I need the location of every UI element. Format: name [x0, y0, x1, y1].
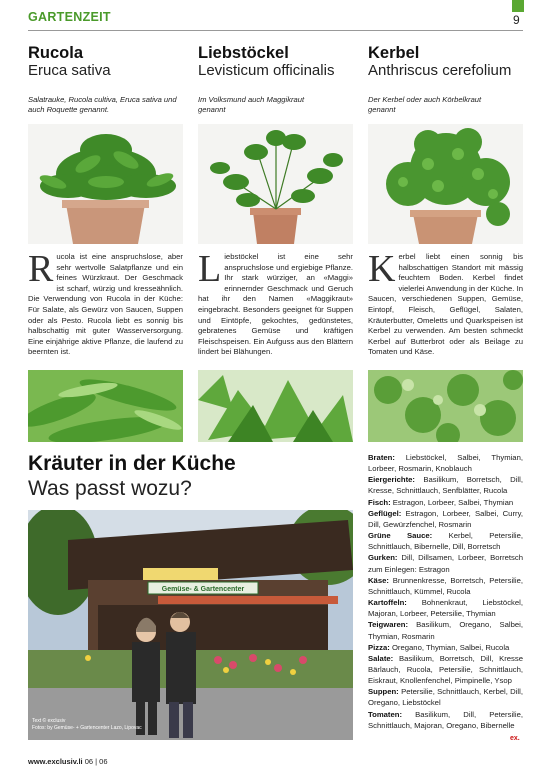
- drop-cap: K: [368, 248, 396, 290]
- herb-subtitle: Im Volksmund auch Maggikraut genannt: [198, 95, 305, 114]
- issue-number: 06 | 06: [84, 757, 108, 766]
- list-item: Geflügel: Estragon, Lorbeer, Salbei, Curry, Dill, Gewürzfenchel, Rosmarin: [368, 508, 523, 529]
- rucola-pot-photo: [28, 124, 183, 244]
- drop-cap: R: [28, 248, 54, 290]
- garden-center-photo: [28, 510, 353, 740]
- herb-description: Kerbel liebt einen sonnig bis halbschattigen Standort mit mässig feuchtem Boden. Kerbel findet vielerlei Anwendung in der Küche. In Saucen, verschiedenen Suppen, Gemüse, Eintopf, Fleisch, Geflügel, Salaten, Kräuterbutter, Omeletts und Quarkspeisen ist Kerbel zu verwenden. Am besten schmeckt Kerbel auf Butterbrot oder als Beilage zu Tomaten und Käse.: [368, 248, 523, 357]
- list-item: Salate: Basilikum, Borretsch, Dill, Kresse Bärlauch, Rucola, Petersilie, Schnittlauch, Eiskraut, Knollenfenchel, Pimpinelle, Ysop: [368, 653, 523, 686]
- page-number: 9: [513, 13, 520, 27]
- list-item: Teigwaren: Basilikum, Oregano, Salbei, Thymian, Rosmarin: [368, 620, 524, 641]
- herb-description: Rucola ist eine anspruchslose, aber sehr wertvolle Salatpflanze und ein feines Würzkraut. Der Geschmack ist scharf, würzig und kresseähnlich. Die Verwendung von Rucola in der Küche: Für Salate, als Gewürz von Saucen, Suppen oder als Pesto. Rucola liebt es sonnig bis halbschattig mit guter Wasserversorgung. Eine einjährige aktive Pflanze, die laufend zu beernten ist.: [28, 248, 183, 357]
- kerbel-closeup-photo: [368, 370, 523, 442]
- end-mark: ex.: [510, 735, 520, 742]
- liebstoeckel-closeup-photo: [198, 370, 353, 442]
- list-item: Tomaten: Basilikum, Dill, Petersilie, Schnittlauch, Majoran, Oregano, Bibernelle: [368, 709, 523, 730]
- section-header: GARTENZEIT: [28, 10, 111, 24]
- herb-title: Liebstöckel: [198, 44, 289, 62]
- drop-cap: L: [198, 248, 222, 290]
- list-item: Eiergerichte: Basilikum, Borretsch, Dill, Kresse, Schnittlauch, Senfblätter, Rucola: [368, 475, 523, 496]
- herb-subtitle: Der Kerbel oder auch Körbelkraut genannt: [368, 95, 482, 114]
- section-subtitle: Was passt wozu?: [28, 477, 192, 500]
- herb-title: Rucola: [28, 44, 84, 62]
- herb-pairings-list: [368, 452, 523, 731]
- list-item: Gurken: Dill, Dillsamen, Lorbeer, Borretsch zum Einlegen: Estragon: [368, 553, 523, 574]
- list-item: Fisch: Estragon, Lorbeer, Salbei, Thymian: [368, 497, 514, 507]
- list-item: Kartoffeln: Bohnenkraut, Liebstöckel, Majoran, Lorbeer, Petersilie, Thymian: [368, 598, 524, 619]
- sign-text: Gemüse- & Gartencenter: [161, 586, 245, 593]
- list-item: Grüne Sauce: Kerbel, Petersilie, Schnittlauch, Bibernelle, Dill, Borretsch: [368, 531, 524, 552]
- footer: [28, 757, 108, 766]
- header-rule: [28, 30, 523, 31]
- herb-title: Kerbel: [368, 44, 420, 62]
- list-item: Suppen: Petersilie, Schnittlauch, Kerbel, Dill, Oregano, Liebstöckel: [368, 687, 523, 708]
- herb-latin-name: Anthriscus cerefolium: [368, 62, 512, 79]
- kerbel-pot-photo: [368, 124, 523, 244]
- herb-latin-name: Eruca sativa: [28, 62, 111, 79]
- accent-square: [512, 0, 524, 12]
- photo-credit: Text © exclusiv Fotos: by Gemüse- + Gartencenter Lazo, Lipovac: [32, 718, 142, 731]
- list-item: Pizza: Oregano, Thymian, Salbei, Rucola: [368, 642, 510, 652]
- herb-latin-name: Levisticum officinalis: [198, 62, 335, 79]
- footer-url-link[interactable]: www.exclusiv.li: [28, 757, 83, 766]
- section-title: Kräuter in der Küche: [28, 452, 236, 475]
- herb-description: Liebstöckel ist eine sehr anspruchslose und ergiebige Pflanze. Ihr stark würziger, an «Maggi» erinnernder Geschmack und Geruch hat ihr den Namen «Maggikraut» eingebracht. Besonders geeignet für Suppen und Eintöpfe, gekochtes, gedünstetes, gebratenes Gemüse und kräftigen Fleischspeisen. Ein Aufguss aus den Blättern lindert bei Blähungen.: [198, 248, 353, 357]
- list-item: Braten: Liebstöckel, Salbei, Thymian, Lorbeer, Rosmarin, Knoblauch: [368, 453, 523, 474]
- list-item: Käse: Brunnenkresse, Borretsch, Petersilie, Schnittlauch, Kümmel, Rucola: [368, 575, 523, 596]
- liebstoeckel-pot-photo: [198, 124, 353, 244]
- rucola-closeup-photo: [28, 370, 183, 442]
- herb-subtitle: Salatrauke, Rucola cultiva, Eruca sativa und auch Roquette genannt.: [28, 95, 177, 114]
